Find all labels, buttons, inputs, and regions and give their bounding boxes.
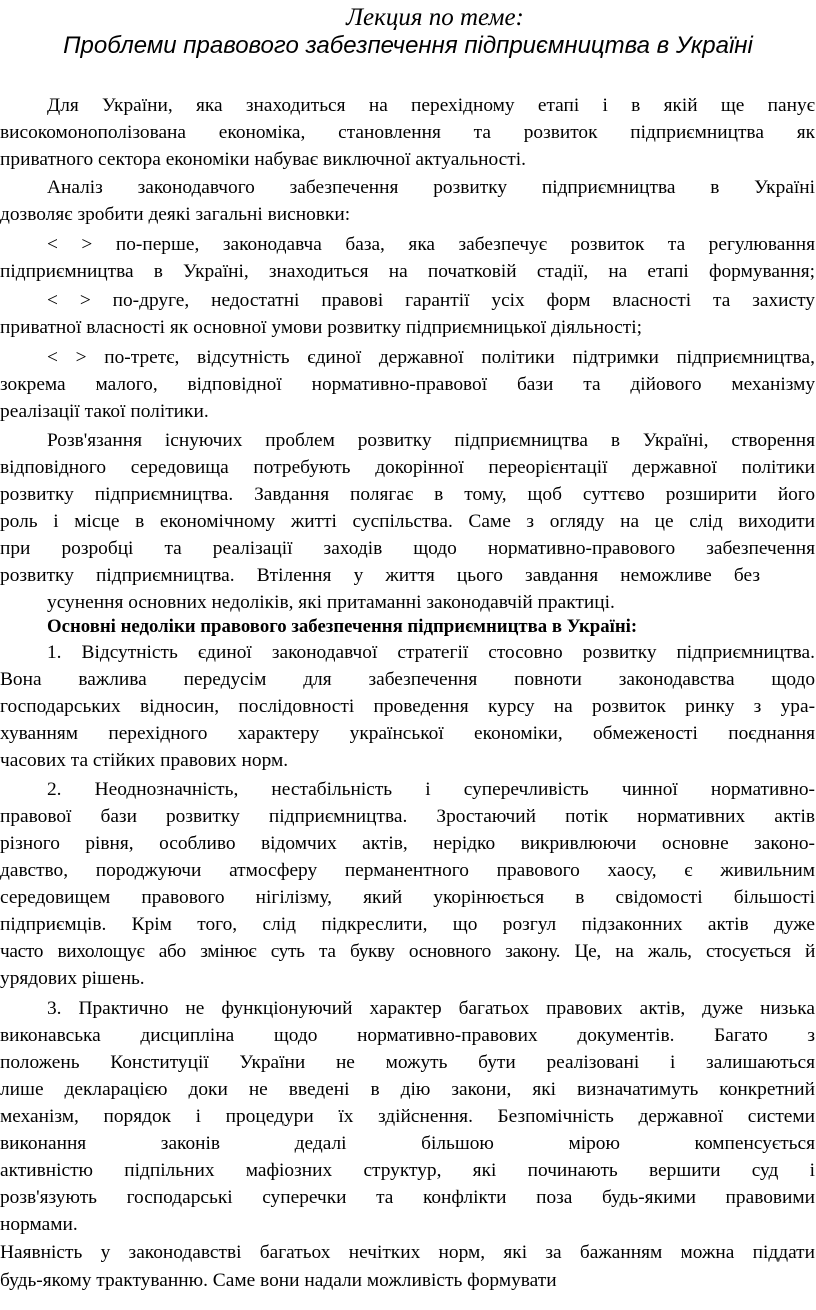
text-line: Для України, яка знаходиться на перехідному етапі і в якій ще панує — [47, 95, 816, 116]
text-line: реалізації такої політики. — [0, 401, 209, 422]
text-line: часто вихолощує або змінює суть та букву основного закону. Це, на жаль, стосується й — [0, 941, 816, 962]
text-line: приватного сектора економіки набуває виключної актуальності. — [0, 149, 526, 170]
text-line: 3. Практично не функціонуючий характер багатьох правових актів, дуже низька — [47, 998, 816, 1019]
text-line: підприємців. Крім того, слід підкреслити, що розгул підзаконних актів дуже — [0, 914, 816, 935]
text-line: хуванням перехідного характеру української економіки, обмеженості поєднання — [0, 723, 816, 744]
text-line: правової бази розвитку підприємництва. Зростаючий потік нормативних актів — [0, 806, 816, 827]
text-line: виконавська дисципліна щодо нормативно-правових документів. Багато з — [0, 1025, 816, 1046]
text-line: дозволяє зробити деякі загальні висновки: — [0, 204, 351, 225]
text-line: активністю підпільних мафіозних структур, які починають вершити суд і — [0, 1160, 816, 1181]
text-line: розвитку підприємництва. Завдання полягає в тому, щоб суттєво розширити його — [0, 484, 816, 505]
text-line: Вона важлива передусім для забезпечення повноти законодавства щодо — [0, 669, 816, 690]
text-line: лише декларацією доки не введені в дію закони, які визначатимуть конкретний — [0, 1079, 816, 1100]
text-line: розвитку підприємництва. Втілення у життя цього завдання неможливе без — [0, 565, 760, 586]
text-line: виконання законів дедалі більшою мірою компенсується — [0, 1133, 816, 1154]
text-line: середовищем правового нігілізму, який укорінюється в свідомості більшості — [0, 887, 816, 908]
text-line: Аналіз законодавчого забезпечення розвитку підприємництва в Україні — [47, 177, 816, 198]
text-line: механізм, порядок і процедури їх здійснення. Безпомічність державної системи — [0, 1106, 816, 1127]
text-line: нормами. — [0, 1214, 78, 1235]
text-line: Наявність у законодавстві багатьох нечітких норм, які за бажанням можна піддати — [0, 1242, 816, 1263]
lecture-label: Лекция по теме: — [346, 4, 524, 31]
text-line: < > по-друге, недостатні правові гарантії усіх форм власності та захисту — [47, 290, 816, 311]
text-line: приватної власності як основної умови розвитку підприємницької діяльності; — [0, 317, 643, 338]
text-line: усунення основних недоліків, які притаманні законодавчій практиці. — [47, 592, 615, 613]
text-line: різного рівня, особливо відомчих актів, нерідко викривлюючи основне законо- — [0, 833, 816, 854]
text-line: 1. Відсутність єдиної законодавчої стратегії стосовно розвитку підприємництва. — [47, 642, 816, 663]
text-line: зокрема малого, відповідної нормативно-правової бази та дійового механізму — [0, 374, 816, 395]
text-line: положень Конституції України не можуть бути реалізовані і залишаються — [0, 1052, 816, 1073]
text-line: будь-якому трактуванню. Саме вони надали можливість формувати — [0, 1270, 557, 1291]
text-line: часових та стійких правових норм. — [0, 750, 289, 771]
text-line: підприємництва в Україні, знаходиться на початковій стадії, на етапі формування; — [0, 261, 816, 282]
text-line: Розв'язання існуючих проблем розвитку підприємництва в Україні, створення — [47, 430, 816, 451]
text-line: господарських відносин, послідовності проведення курсу на розвиток ринку з ура- — [0, 696, 816, 717]
text-line: при розробці та реалізації заходів щодо нормативно-правового забезпечення — [0, 538, 816, 559]
document-title: Проблеми правового забезпечення підприємництва в Україні — [63, 32, 753, 59]
section-heading: Основні недоліки правового забезпечення підприємництва в Україні: — [47, 616, 638, 637]
text-line: 2. Неоднозначність, нестабільність і суперечливість чинної нормативно- — [47, 779, 816, 800]
text-line: < > по-перше, законодавча база, яка забезпечує розвиток та регулювання — [47, 234, 816, 255]
text-line: відповідного середовища потребують докорінної переорієнтації державної політики — [0, 457, 816, 478]
text-line: високомонополізована економіка, становлення та розвиток підприємництва як — [0, 122, 816, 143]
text-line: < > по-третє, відсутність єдиної державної політики підтримки підприємництва, — [47, 347, 816, 368]
text-line: давство, породжуючи атмосферу перманентного правового хаосу, є живильним — [0, 860, 816, 881]
text-line: урядових рішень. — [0, 968, 145, 989]
text-line: роль і місце в економічному житті суспільства. Саме з огляду на це слід виходити — [0, 511, 816, 532]
text-line: розв'язують господарські суперечки та конфлікти поза будь-якими правовими — [0, 1187, 816, 1208]
